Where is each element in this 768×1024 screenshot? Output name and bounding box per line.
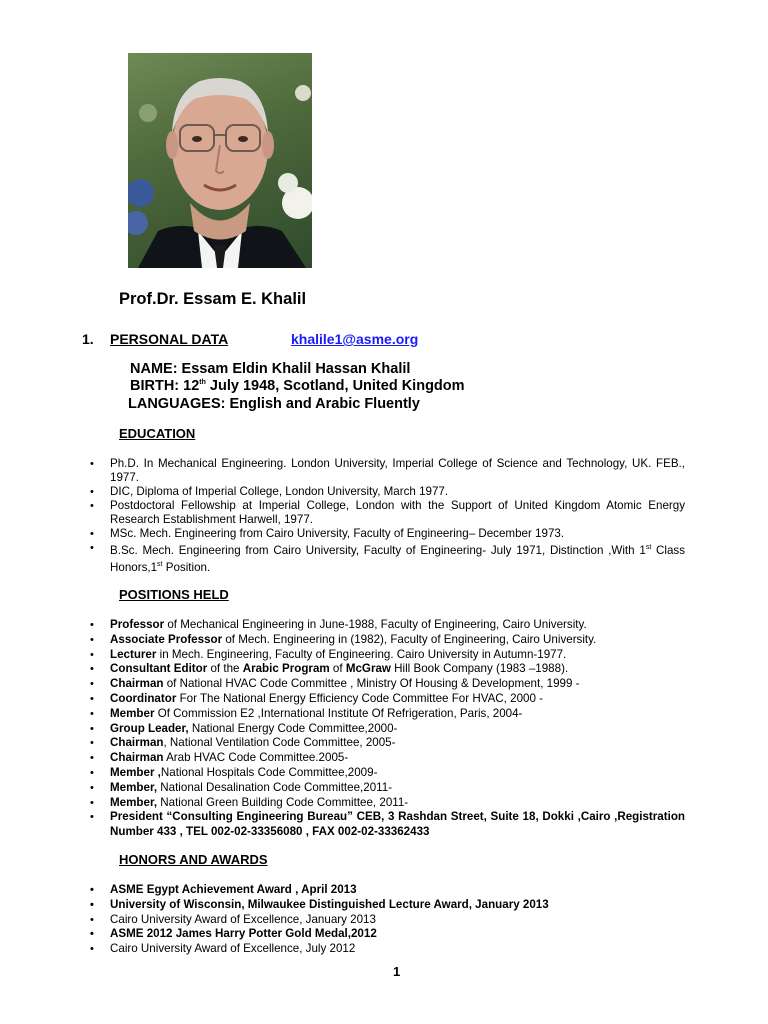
birth-prefix: BIRTH: 12 [130, 378, 200, 394]
honors-list [90, 883, 685, 957]
position-desc: of the [207, 662, 243, 676]
positions-heading: POSITIONS HELD [119, 587, 229, 602]
list-item [90, 677, 685, 692]
position-title: Member , [110, 765, 161, 779]
email-link[interactable]: khalile1@asme.org [291, 331, 419, 347]
position-desc: National Hospitals Code Committee,2009- [160, 765, 378, 779]
list-item [90, 618, 685, 633]
edu-last-text: B.Sc. Mech. Engineering from Cairo University, Faculty of Engineering- July 1971, Distinction ,With 1 [110, 543, 646, 557]
position-title: Member, [110, 780, 158, 794]
position-desc: , National Ventilation Code Committee, 2005- [163, 736, 396, 750]
birth-sup: th [199, 379, 206, 387]
position-desc: For The National Energy Efficiency Code Committee For HVAC, 2000 - [176, 691, 543, 705]
list-item: • Cairo University Award of Excellence, July 2012 [90, 942, 685, 957]
languages-line: LANGUAGES: English and Arabic Fluently [128, 396, 420, 412]
honors-heading: HONORS AND AWARDS [119, 852, 268, 867]
page-number: 1 [393, 964, 401, 979]
list-item [90, 810, 685, 840]
list-item [90, 766, 685, 781]
edu-sup-2: st [157, 560, 163, 568]
position-title: Chairman [110, 751, 164, 765]
list-item [90, 736, 685, 751]
position-title: Consultant Editor [110, 662, 208, 676]
list-item: • University of Wisconsin, Milwaukee Distinguished Lecture Award, January 2013 [90, 898, 685, 913]
edu-sup-1: st [645, 544, 652, 551]
list-item [90, 751, 685, 766]
list-item [90, 633, 685, 648]
position-title: McGraw [345, 662, 391, 676]
personal-data-heading: PERSONAL DATA [110, 331, 229, 347]
position-desc: Arab HVAC Code Committee.2005- [163, 751, 349, 765]
list-item [90, 648, 685, 663]
list-item: • Postdoctoral Fellowship at Imperial College, London with the Support of United Kingdom Atomic Energy Research Establishment Harwell, 1977. [90, 499, 685, 527]
page-title: Prof.Dr. Essam E. Khalil [119, 290, 307, 308]
list-item: • Ph.D. In Mechanical Engineering. London University, Imperial College of Science and Technology, UK. FEB., 1977. [90, 457, 685, 485]
list-item [90, 722, 685, 737]
edu-last-mid: Class Honors,1 [110, 543, 686, 574]
position-title: Group Leader, [110, 721, 189, 735]
positions-list [90, 618, 685, 840]
position-desc: National Desalination Code Committee,2011- [157, 780, 393, 794]
position-title: Coordinator [110, 691, 177, 705]
list-item: • DIC, Diploma of Imperial College, London University, March 1977. [90, 485, 685, 499]
portrait-photo [128, 53, 312, 268]
list-item: • ASME Egypt Achievement Award , April 2013 [90, 883, 685, 898]
list-item: • MSc. Mech. Engineering from Cairo University, Faculty of Engineering– December 1973. [90, 527, 685, 541]
birth-line [130, 378, 465, 394]
position-title: Associate Professor [110, 632, 223, 646]
edu-last-end: Position. [162, 560, 211, 574]
position-title: Arabic Program [242, 662, 330, 676]
position-title: Member [110, 706, 155, 720]
position-title: Chairman [110, 677, 164, 691]
list-item [90, 692, 685, 707]
education-heading: EDUCATION [119, 426, 196, 441]
position-title: Lecturer [110, 647, 157, 661]
list-item: • Cairo University Award of Excellence, January 2013 [90, 913, 685, 928]
section-number: 1. [82, 331, 94, 347]
position-desc: of Mechanical Engineering in June-1988, Faculty of Engineering, Cairo University. [164, 618, 587, 631]
list-item [90, 662, 685, 677]
education-list [90, 457, 685, 575]
list-item [90, 707, 685, 722]
position-title: President “Consulting Engineering Bureau” CEB, 3 Rashdan Street, Suite 18, Dokki ,Cairo ,Registration Number 433 , TEL 002-02-33356080 , FAX 002-02-33362433 [110, 810, 685, 839]
position-desc: Of Commission E2 ,International Institute Of Refrigeration, Paris, 2004- [154, 706, 523, 720]
list-item [90, 541, 685, 575]
position-desc: of [329, 662, 346, 676]
list-item [90, 781, 685, 796]
position-desc: of National HVAC Code Committee , Ministry Of Housing & Development, 1999 - [163, 677, 580, 691]
position-desc: in Mech. Engineering, Faculty of Engineering. Cairo University in Autumn-1977. [156, 647, 567, 661]
position-desc: of Mech. Engineering in (1982), Faculty of Engineering, Cairo University. [222, 632, 597, 646]
position-title: Chairman [110, 736, 164, 750]
list-item: • ASME 2012 James Harry Potter Gold Medal,2012 [90, 927, 685, 942]
name-line: NAME: Essam Eldin Khalil Hassan Khalil [130, 361, 411, 377]
birth-suffix: July 1948, Scotland, United Kingdom [205, 378, 465, 394]
position-desc: National Green Building Code Committee, 2011- [157, 795, 409, 809]
position-desc: National Energy Code Committee,2000- [188, 721, 398, 735]
position-desc: Hill Book Company (1983 –1988). [390, 662, 569, 676]
position-title: Member, [110, 795, 158, 809]
position-title: Professor [110, 618, 165, 631]
list-item [90, 796, 685, 811]
